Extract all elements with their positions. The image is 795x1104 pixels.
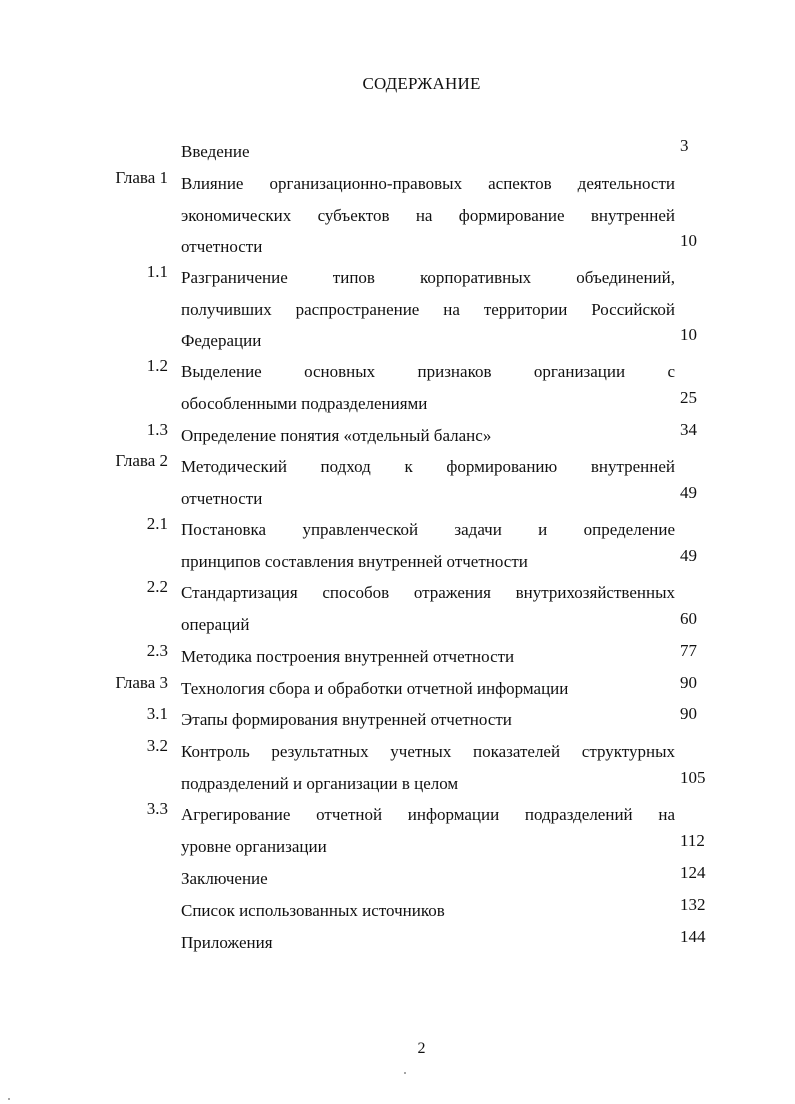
toc-entry-number: Глава 1 bbox=[115, 168, 168, 187]
toc-entry-page: 90 bbox=[680, 704, 697, 723]
toc-entry-page: 49 bbox=[680, 546, 697, 565]
toc-entry-page: 124 bbox=[680, 863, 706, 882]
toc-entry-number: 3.1 bbox=[146, 704, 168, 723]
toc-entry-title: Постановка управленческой задачи и определение принципов составления внутренней отчетности bbox=[181, 520, 675, 571]
toc-entry-number: 3.2 bbox=[146, 736, 168, 755]
toc-entry-page: 34 bbox=[680, 420, 697, 439]
toc-entry-page: 10 bbox=[680, 231, 697, 250]
toc-entry-page: 132 bbox=[680, 895, 706, 914]
toc-entry-page: 112 bbox=[680, 831, 705, 850]
page-number: 2 bbox=[417, 1040, 426, 1057]
toc-entry-title: Приложения bbox=[181, 933, 273, 952]
toc-entry-title: Стандартизация способов отражения внутрихозяйственных операций bbox=[181, 583, 675, 634]
toc-entry-title: Методический подход к формированию внутренней отчетности bbox=[181, 457, 675, 508]
toc-entry-number: 2.3 bbox=[146, 641, 168, 660]
toc-entry-number: Глава 3 bbox=[115, 673, 168, 692]
toc-entry-title: Этапы формирования внутренней отчетности bbox=[181, 710, 512, 729]
toc-entry-number: 1.2 bbox=[146, 356, 168, 375]
toc-entry-page: 77 bbox=[680, 641, 697, 660]
page-title: СОДЕРЖАНИЕ bbox=[362, 74, 481, 93]
toc-entry-page: 90 bbox=[680, 673, 697, 692]
toc-entry-number: 1.3 bbox=[146, 420, 168, 439]
toc-entry-title: Список использованных источников bbox=[181, 901, 445, 920]
toc-entry-title: Методика построения внутренней отчетности bbox=[181, 647, 515, 666]
toc-entry-page: 105 bbox=[680, 768, 706, 787]
toc-entry-title: Выделение основных признаков организации с обособленными подразделениями bbox=[181, 362, 675, 413]
toc-entry-page: 144 bbox=[680, 927, 706, 946]
toc-entry-page: 10 bbox=[680, 325, 697, 344]
toc-entry-title: Контроль результатных учетных показателей структурных подразделений и организации в целом bbox=[181, 742, 675, 793]
toc-entry-number: Глава 2 bbox=[115, 451, 168, 470]
scan-speck bbox=[8, 1098, 10, 1100]
toc-entry-title: Агрегирование отчетной информации подразделений на уровне организации bbox=[181, 805, 675, 856]
toc-entry-title: Влияние организационно-правовых аспектов деятельности экономических субъектов на формирование внутренней отчетности bbox=[181, 174, 675, 256]
toc-entry-number: 1.1 bbox=[146, 262, 168, 281]
toc-entry-page: 25 bbox=[680, 388, 697, 407]
scan-speck bbox=[404, 1072, 406, 1074]
toc-entry-page: 60 bbox=[680, 609, 697, 628]
toc-entry-title: Определение понятия «отдельный баланс» bbox=[181, 426, 492, 445]
toc-entry-number: 2.2 bbox=[146, 577, 168, 596]
toc-entry-title: Разграничение типов корпоративных объединений, получивших распространение на территории Российской Федерации bbox=[181, 268, 675, 350]
toc-entry-page: 3 bbox=[680, 136, 689, 155]
toc-entry-number: 2.1 bbox=[146, 514, 168, 533]
toc-entry-number: 3.3 bbox=[146, 799, 168, 818]
toc-entry-title: Технология сбора и обработки отчетной информации bbox=[181, 679, 569, 698]
toc-entry-title: Заключение bbox=[181, 869, 268, 888]
toc-entry-page: 49 bbox=[680, 483, 697, 502]
toc-entry-title: Введение bbox=[181, 142, 250, 161]
